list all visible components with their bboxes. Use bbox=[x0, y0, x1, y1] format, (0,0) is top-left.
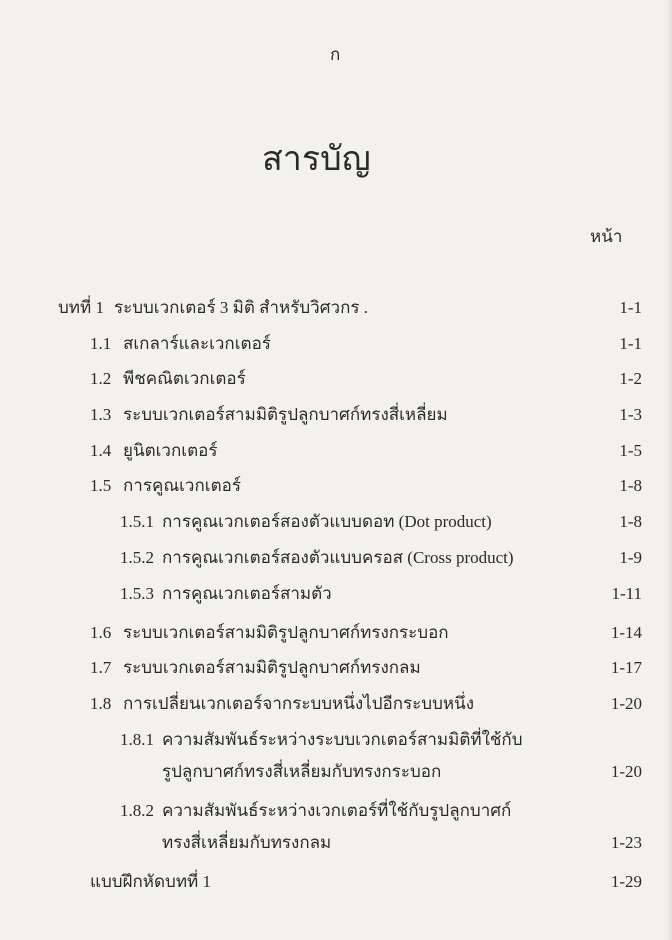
toc-entry-row bbox=[58, 512, 642, 548]
toc-entry-row bbox=[58, 369, 642, 405]
page-title: สารบัญ bbox=[262, 139, 371, 179]
toc-entries bbox=[58, 334, 642, 872]
toc-entry-title: การคูณเวกเตอร์สองตัวแบบดอท (Dot product) bbox=[162, 512, 492, 532]
toc-entry-page: 1-23 bbox=[610, 832, 642, 852]
toc-entry-title: ยูนิตเวกเตอร์ bbox=[123, 440, 218, 460]
toc-entry-number: 1.5 bbox=[90, 476, 112, 496]
exercise-label: แบบฝึกหัดบทที่ 1 bbox=[90, 871, 211, 891]
toc-entry-row bbox=[58, 623, 642, 659]
toc-entry-row bbox=[58, 548, 642, 584]
exercise-page: 1-29 bbox=[610, 871, 642, 891]
toc-entry-number: 1.5.3 bbox=[120, 583, 154, 603]
toc-entry-page: 1-20 bbox=[610, 761, 642, 781]
toc-entry-row bbox=[58, 405, 642, 441]
toc-entry-number: 1.7 bbox=[90, 658, 112, 678]
toc-entry-title: การเปลี่ยนเวกเตอร์จากระบบหนึ่งไปอีกระบบหนึ่ง bbox=[123, 693, 474, 713]
toc-entry-title: ความสัมพันธ์ระหว่างเวกเตอร์ที่ใช้กับรูปลูกบาศก์ bbox=[162, 800, 512, 820]
toc-entry-page: 1-1 bbox=[619, 333, 642, 353]
toc-entry-number: 1.8.1 bbox=[120, 729, 154, 749]
chapter-title: ระบบเวกเตอร์ 3 มิติ สำหรับวิศวกร . bbox=[113, 298, 368, 317]
scan-edge-shadow bbox=[666, 0, 672, 940]
chapter-label: บทที่ 1 bbox=[58, 298, 104, 317]
toc-entry-title: สเกลาร์และเวกเตอร์ bbox=[123, 333, 271, 353]
toc-entry-page: 1-17 bbox=[610, 658, 642, 678]
toc-entry-continuation-row bbox=[58, 762, 642, 801]
toc-chapter-row bbox=[58, 298, 642, 334]
toc-entry-page: 1-2 bbox=[619, 369, 642, 389]
toc-entry-page: 1-14 bbox=[610, 622, 642, 642]
toc-entry-number: 1.3 bbox=[90, 405, 112, 425]
toc-entry-page: 1-8 bbox=[619, 512, 642, 532]
toc-entry-row bbox=[58, 476, 642, 512]
toc-entry-title: การคูณเวกเตอร์สามตัว bbox=[162, 583, 332, 603]
toc-entry-title: การคูณเวกเตอร์ bbox=[123, 476, 241, 496]
toc-entry-row bbox=[58, 441, 642, 477]
toc-entry-page: 1-11 bbox=[611, 583, 642, 603]
toc-entry-row bbox=[58, 584, 642, 623]
toc-entry-number: 1.8 bbox=[90, 693, 112, 713]
page-number-header: ก bbox=[330, 45, 341, 64]
toc-entry-number: 1.8.2 bbox=[120, 800, 154, 820]
toc-entry-title: ระบบเวกเตอร์สามมิติรูปลูกบาศก์ทรงกลม bbox=[123, 658, 421, 678]
toc-entry-title: ระบบเวกเตอร์สามมิติรูปลูกบาศก์ทรงกระบอก bbox=[123, 622, 449, 642]
chapter-page: 1-1 bbox=[619, 298, 642, 317]
toc-entry-title: พีชคณิตเวกเตอร์ bbox=[123, 369, 246, 389]
toc-entry-number: 1.2 bbox=[90, 369, 112, 389]
toc-entry-page: 1-5 bbox=[619, 440, 642, 460]
toc-entry-title-continued: ทรงสี่เหลี่ยมกับทรงกลม bbox=[162, 832, 332, 852]
toc-entry-number: 1.5.1 bbox=[120, 512, 154, 532]
toc-entry-row bbox=[58, 801, 642, 833]
toc-entry-page: 1-9 bbox=[619, 547, 642, 567]
page-column-label: หน้า bbox=[590, 227, 623, 246]
toc-list bbox=[58, 298, 642, 907]
toc-entry-number: 1.1 bbox=[90, 333, 112, 353]
toc-entry-number: 1.5.2 bbox=[120, 547, 154, 567]
toc-entry-row bbox=[58, 658, 642, 694]
toc-entry-title-continued: รูปลูกบาศก์ทรงสี่เหลี่ยมกับทรงกระบอก bbox=[162, 761, 442, 781]
toc-entry-row bbox=[58, 334, 642, 370]
toc-entry-continuation-row bbox=[58, 833, 642, 872]
toc-entry-number: 1.4 bbox=[90, 440, 112, 460]
toc-entry-page: 1-8 bbox=[619, 476, 642, 496]
toc-entry-page: 1-20 bbox=[610, 693, 642, 713]
toc-entry-row bbox=[58, 730, 642, 762]
toc-entry-page: 1-3 bbox=[619, 405, 642, 425]
toc-entry-title: ความสัมพันธ์ระหว่างระบบเวกเตอร์สามมิติที่ใช้กับ bbox=[162, 729, 523, 749]
toc-entry-number: 1.6 bbox=[90, 622, 112, 642]
toc-exercise-row bbox=[58, 872, 642, 908]
toc-entry-title: การคูณเวกเตอร์สองตัวแบบครอส (Cross product) bbox=[162, 547, 514, 567]
toc-entry-title: ระบบเวกเตอร์สามมิติรูปลูกบาศก์ทรงสี่เหลี่ยม bbox=[123, 405, 448, 425]
toc-entry-row bbox=[58, 694, 642, 730]
